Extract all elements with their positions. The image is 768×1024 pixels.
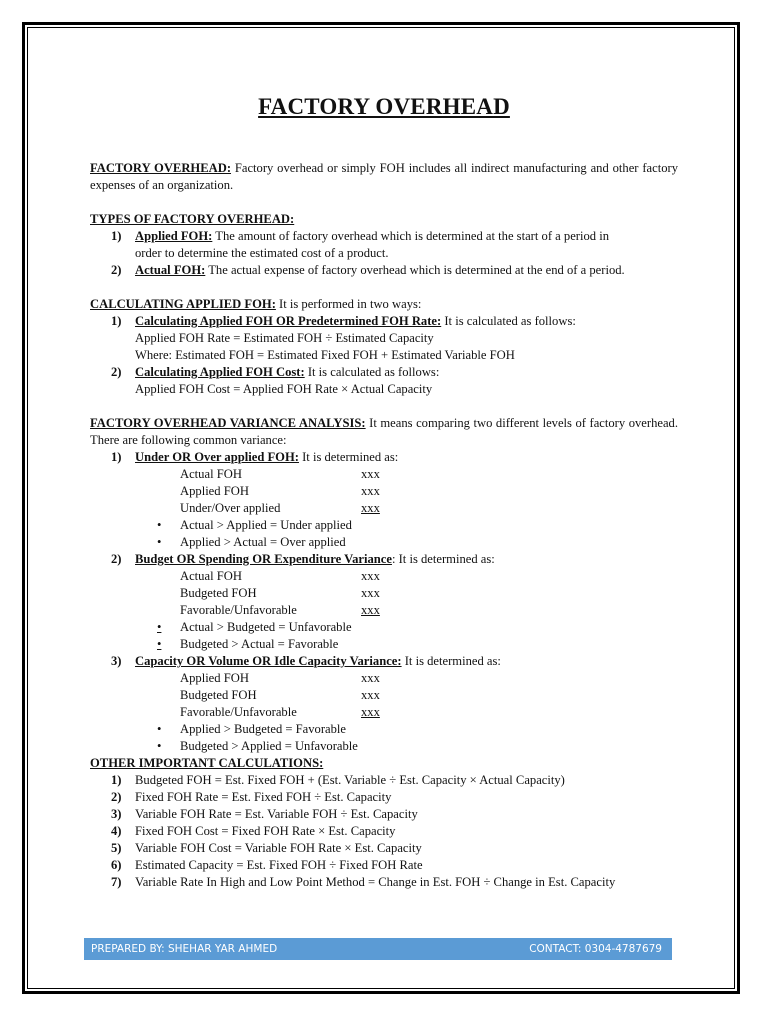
item-text: It is determined as:	[298, 450, 399, 464]
footer-bar	[84, 938, 672, 960]
row-label: Applied FOH	[180, 484, 249, 498]
variance-row	[90, 466, 678, 483]
row-label: Actual FOH	[180, 569, 242, 583]
list-number: 2)	[111, 790, 122, 804]
item-text: Budgeted FOH = Est. Fixed FOH + (Est. Variable ÷ Est. Capacity × Actual Capacity)	[135, 773, 565, 787]
other-item	[90, 874, 678, 891]
list-number: 3)	[111, 807, 122, 821]
row-label: Favorable/Unfavorable	[180, 705, 297, 719]
bullet-icon: •	[157, 535, 162, 549]
item-text: Fixed FOH Cost = Fixed FOH Rate × Est. Capacity	[135, 824, 396, 838]
bullet-item	[90, 619, 678, 636]
bullet-icon: •	[157, 722, 162, 736]
variance-heading: FACTORY OVERHEAD VARIANCE ANALYSIS:	[90, 416, 366, 430]
variance-item	[90, 653, 678, 670]
types-heading: TYPES OF FACTORY OVERHEAD:	[90, 212, 295, 226]
calc-heading-line	[90, 296, 678, 313]
list-number: 1)	[111, 773, 122, 787]
intro-heading: FACTORY OVERHEAD:	[90, 161, 232, 175]
variance-item	[90, 449, 678, 466]
calc-item	[90, 313, 678, 330]
calc-heading: CALCULATING APPLIED FOH:	[90, 297, 276, 311]
intro-text: Factory overhead or simply FOH includes all indirect manufacturing and other factory expenses of an organization.	[90, 161, 678, 192]
bullet-item	[90, 721, 678, 738]
bullet-icon: •	[157, 620, 162, 634]
list-number: 1)	[111, 314, 122, 328]
list-number: 3)	[111, 654, 122, 668]
list-number: 2)	[111, 552, 122, 566]
list-number: 2)	[111, 365, 122, 379]
variance-row	[90, 670, 678, 687]
row-label: Actual FOH	[180, 467, 242, 481]
footer-contact: CONTACT: 0304-4787679	[529, 943, 662, 955]
formula-line: Applied FOH Cost = Applied FOH Rate × Actual Capacity	[135, 382, 433, 396]
other-item	[90, 789, 678, 806]
row-value: xxx	[361, 484, 380, 498]
bullet-icon: •	[157, 739, 162, 753]
list-number: 2)	[111, 263, 122, 277]
item-heading: Calculating Applied FOH Cost:	[135, 365, 305, 379]
item-text: Variable FOH Rate = Est. Variable FOH ÷ Est. Capacity	[135, 807, 418, 821]
bullet-icon: •	[157, 637, 162, 651]
list-number: 5)	[111, 841, 122, 855]
item-text: It is calculated as follows:	[304, 365, 440, 379]
row-value: xxx	[361, 688, 380, 702]
intro-paragraph	[90, 160, 678, 194]
item-text: The amount of factory overhead which is determined at the start of a period in	[212, 229, 610, 243]
row-value: xxx	[361, 501, 380, 515]
bullet-text: Budgeted > Applied = Unfavorable	[180, 739, 358, 753]
variance-heading-text: It means comparing two different levels of factory overhead. There are following common variance:	[90, 416, 678, 447]
list-number: 4)	[111, 824, 122, 838]
bullet-item	[90, 517, 678, 534]
item-heading: Under OR Over applied FOH:	[135, 450, 299, 464]
variance-row	[90, 483, 678, 500]
row-label: Budgeted FOH	[180, 688, 257, 702]
list-number: 1)	[111, 229, 122, 243]
variance-item	[90, 551, 678, 568]
types-item	[90, 228, 678, 245]
row-value: xxx	[361, 569, 380, 583]
item-text: Variable Rate In High and Low Point Method = Change in Est. FOH ÷ Change in Est. Capacity	[135, 875, 616, 889]
types-item	[90, 262, 678, 279]
item-heading: Budget OR Spending OR Expenditure Variance	[135, 552, 392, 566]
bullet-icon: •	[157, 518, 162, 532]
list-number: 7)	[111, 875, 122, 889]
bullet-text: Applied > Budgeted = Favorable	[180, 722, 346, 736]
other-item	[90, 857, 678, 874]
other-item	[90, 806, 678, 823]
bullet-item	[90, 534, 678, 551]
list-number: 1)	[111, 450, 122, 464]
row-value: xxx	[361, 603, 380, 617]
formula-line: Applied FOH Rate = Estimated FOH ÷ Estimated Capacity	[135, 331, 434, 345]
variance-row	[90, 704, 678, 721]
item-text: It is calculated as follows:	[441, 314, 576, 328]
row-label: Budgeted FOH	[180, 586, 257, 600]
row-value: xxx	[361, 671, 380, 685]
document-body	[90, 160, 678, 891]
item-text: Variable FOH Cost = Variable FOH Rate × Est. Capacity	[135, 841, 422, 855]
row-value: xxx	[361, 586, 380, 600]
row-value: xxx	[361, 705, 380, 719]
item-text: Estimated Capacity = Est. Fixed FOH ÷ Fixed FOH Rate	[135, 858, 423, 872]
item-text: The actual expense of factory overhead which is determined at the end of a period.	[205, 263, 625, 277]
bullet-text: Budgeted > Actual = Favorable	[180, 637, 339, 651]
other-item	[90, 823, 678, 840]
item-text: It is determined as:	[401, 654, 501, 668]
bullet-item	[90, 636, 678, 653]
variance-heading-line	[90, 415, 678, 449]
row-label: Applied FOH	[180, 671, 249, 685]
item-heading: Actual FOH:	[135, 263, 206, 277]
other-item	[90, 840, 678, 857]
variance-row	[90, 602, 678, 619]
bullet-item	[90, 738, 678, 755]
formula-line: Where: Estimated FOH = Estimated Fixed FOH + Estimated Variable FOH	[135, 348, 515, 362]
bullet-text: Applied > Actual = Over applied	[180, 535, 346, 549]
list-number: 6)	[111, 858, 122, 872]
calc-item	[90, 364, 678, 381]
item-text: Fixed FOH Rate = Est. Fixed FOH ÷ Est. Capacity	[135, 790, 392, 804]
variance-row	[90, 687, 678, 704]
item-text: : It is determined as:	[391, 552, 495, 566]
other-item	[90, 772, 678, 789]
other-heading: OTHER IMPORTANT CALCULATIONS:	[90, 756, 324, 770]
bullet-text: Actual > Applied = Under applied	[180, 518, 352, 532]
variance-row	[90, 500, 678, 517]
variance-row	[90, 585, 678, 602]
item-heading: Capacity OR Volume OR Idle Capacity Variance:	[135, 654, 402, 668]
row-value: xxx	[361, 467, 380, 481]
bullet-text: Actual > Budgeted = Unfavorable	[180, 620, 352, 634]
item-heading: Applied FOH:	[135, 229, 213, 243]
item-continuation: order to determine the estimated cost of a product.	[135, 246, 389, 260]
calc-heading-text: It is performed in two ways:	[275, 297, 422, 311]
row-label: Under/Over applied	[180, 501, 281, 515]
item-heading: Calculating Applied FOH OR Predetermined FOH Rate:	[135, 314, 442, 328]
document-title: FACTORY OVERHEAD	[258, 94, 510, 119]
variance-row	[90, 568, 678, 585]
footer-prepared-by: PREPARED BY: SHEHAR YAR AHMED	[91, 943, 278, 955]
row-label: Favorable/Unfavorable	[180, 603, 297, 617]
